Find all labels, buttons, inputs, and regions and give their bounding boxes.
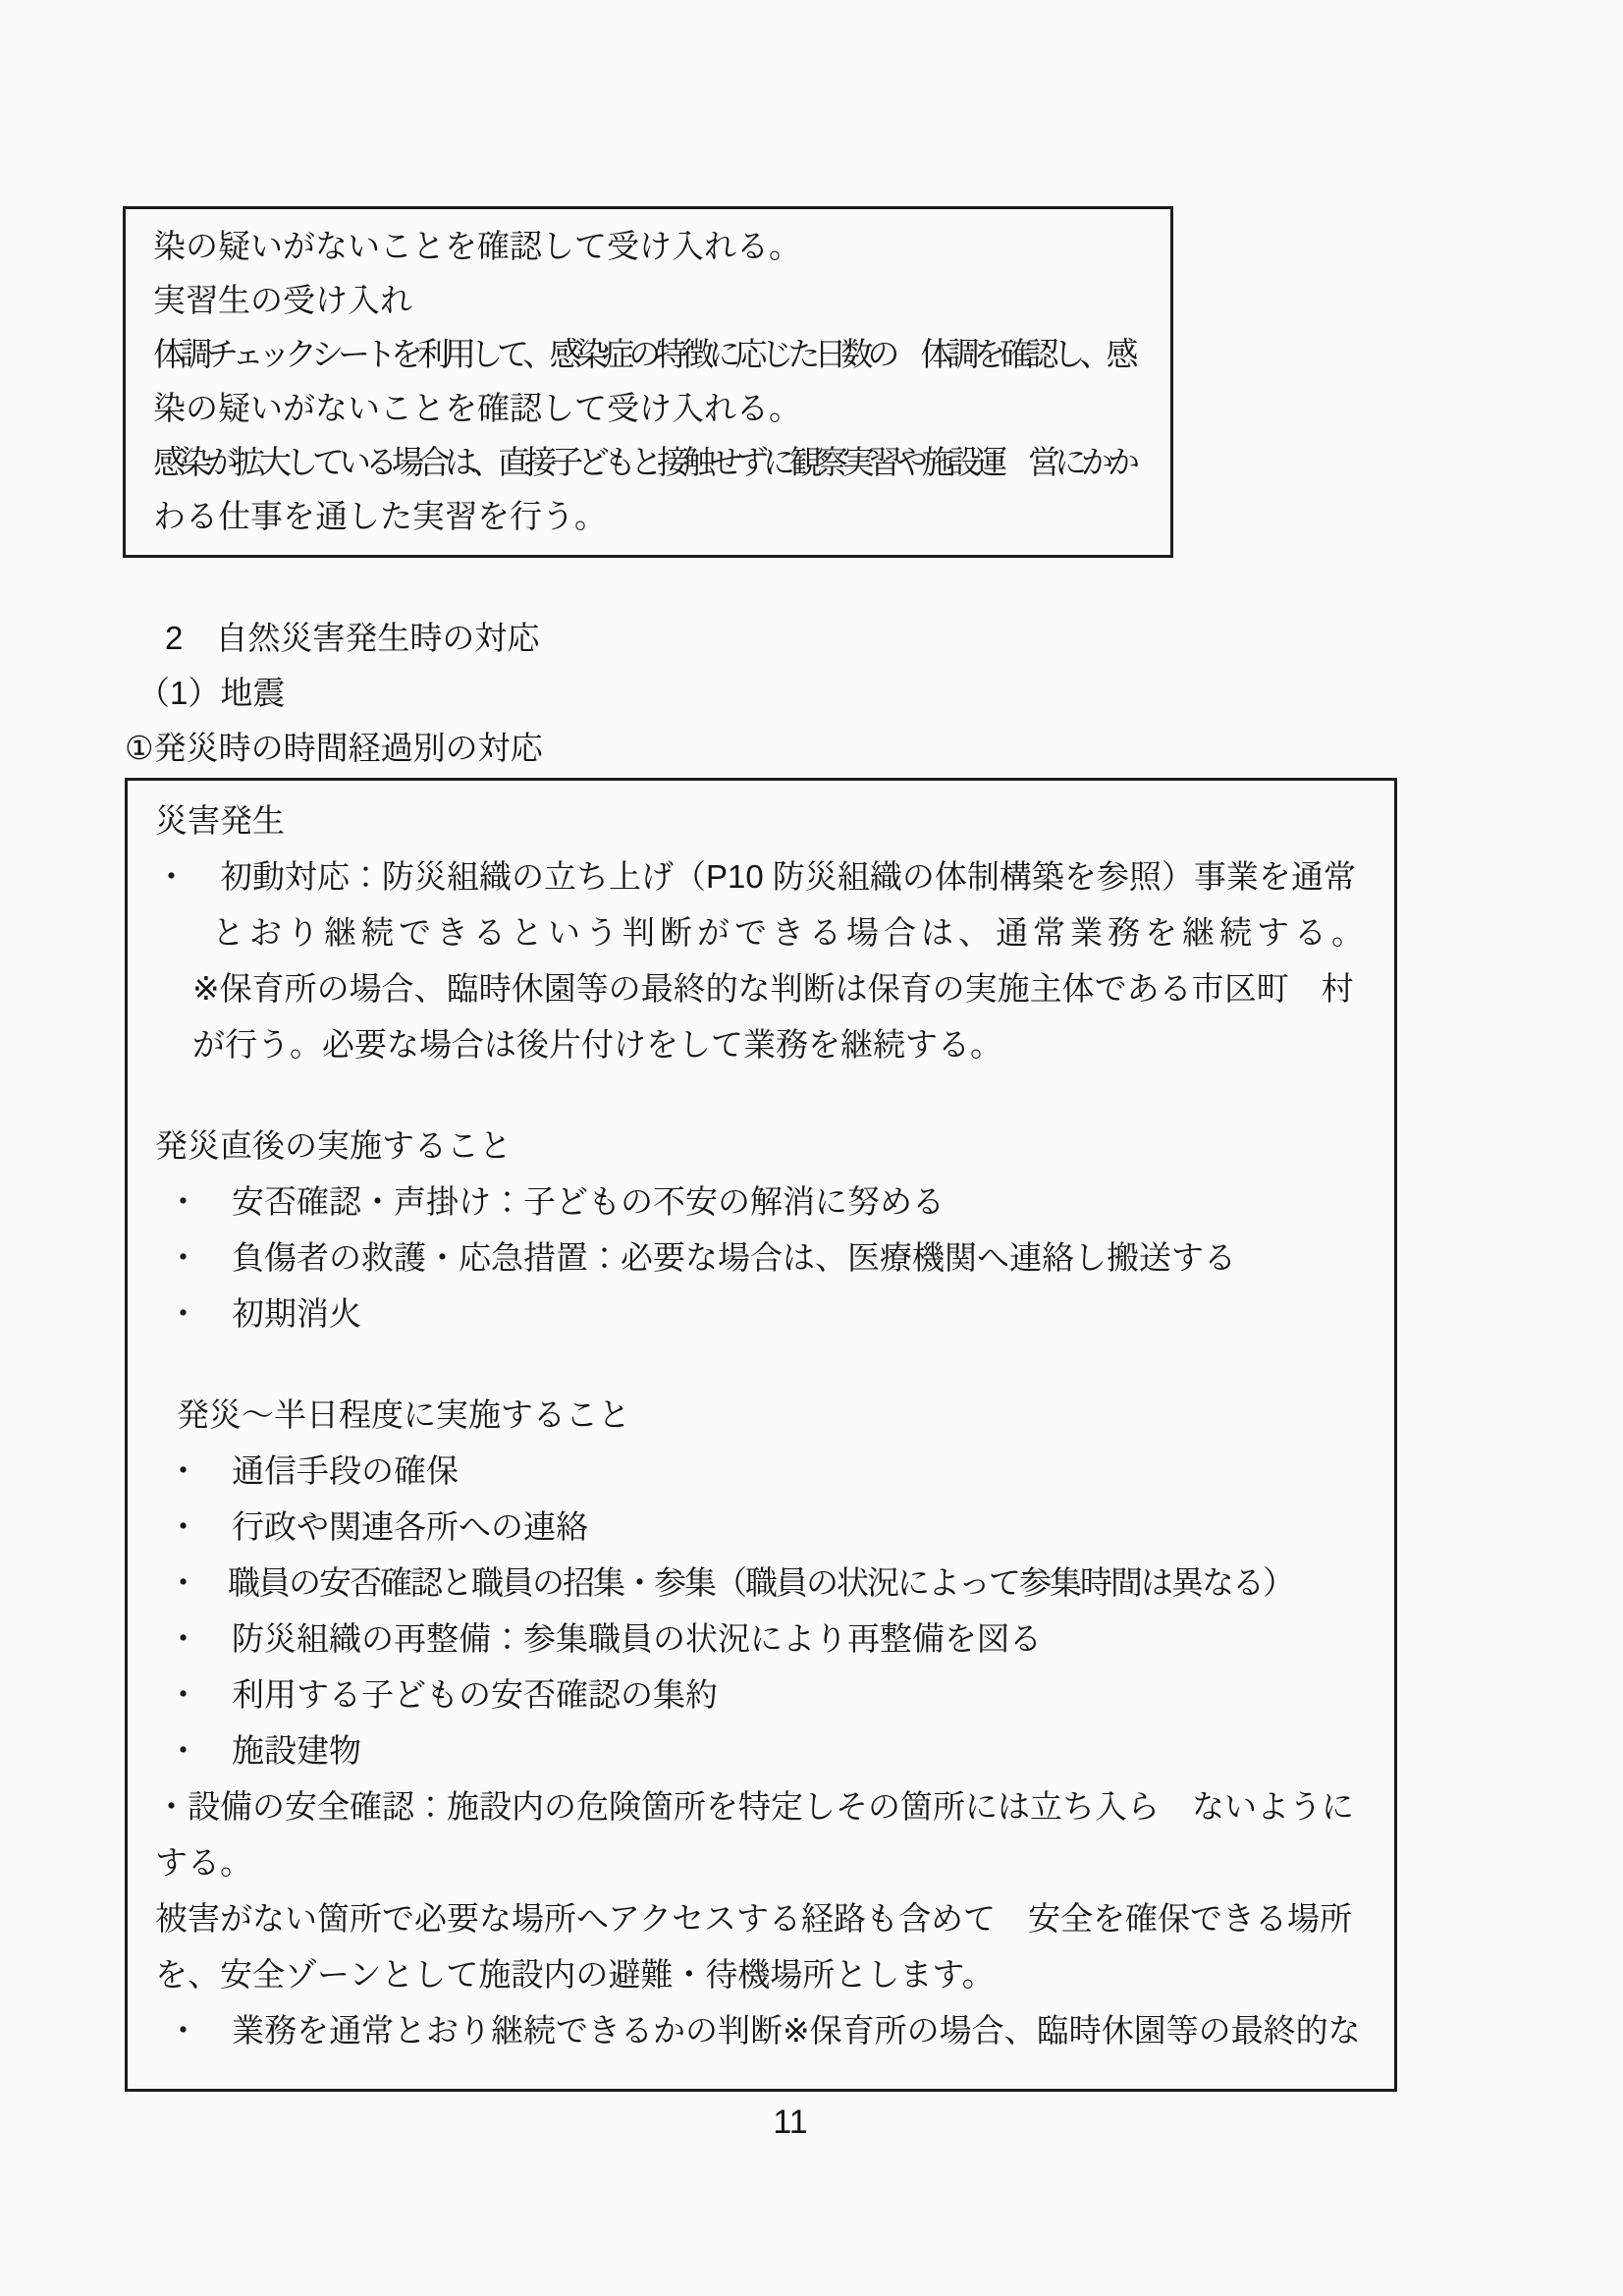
spacer <box>155 1341 1367 1387</box>
text-line: ・ 職員の安否確認と職員の招集・参集（職員の状況によって参集時間は異なる） <box>167 1564 1293 1601</box>
text-line: 感染が拡大している場合は、直接子どもと接触せずに観察実習や施設運 営にかか <box>153 444 1134 480</box>
section-heading: 2 自然災害発生時の対応 <box>165 620 540 656</box>
text-line: ・ 負傷者の救護・応急措置：必要な場合は、医療機関へ連絡し搬送する <box>167 1239 1236 1276</box>
subsection-heading: （1）地震 <box>137 675 286 711</box>
text-line: ・ 通信手段の確保 <box>167 1452 459 1489</box>
text-line: 染の疑いがないことを確認して受け入れる。 <box>153 390 801 426</box>
text-line: 発災～半日程度に実施すること <box>177 1396 630 1433</box>
text-line: わる仕事を通した実習を行う。 <box>153 498 607 534</box>
page-number: 11 <box>773 2104 808 2141</box>
spacer <box>155 1072 1367 1118</box>
text-line: ・ 防災組織の再整備：参集職員の状況により再整備を図る <box>167 1620 1042 1657</box>
text-line: とおり継続できるという判断ができる場合は、通常業務を継続する。 <box>212 914 1369 951</box>
text-line: 被害がない箇所で必要な場所へアクセスする経路も含めて 安全を確保できる場所 <box>155 1900 1353 1937</box>
trainee-intake-box <box>123 206 1173 558</box>
text-line: ・ 安否確認・声掛け：子どもの不安の解消に努める <box>167 1183 945 1220</box>
text-line: ・ 利用する子どもの安否確認の集約 <box>167 1676 718 1713</box>
text-line: ・ 施設建物 <box>167 1732 361 1769</box>
text-line: ※保育所の場合、臨時休園等の最終的な判断は保育の実施主体である市区町 村 <box>192 970 1354 1007</box>
text-line: ・ 行政や関連各所への連絡 <box>167 1508 588 1545</box>
text-line: する。 <box>155 1844 252 1881</box>
text-line: が行う。必要な場合は後片付けをして業務を継続する。 <box>192 1026 1002 1063</box>
text-line: ・設備の安全確認：施設内の危険箇所を特定しその箇所には立ち入ら ないように <box>155 1788 1354 1825</box>
earthquake-response-box <box>125 778 1397 2092</box>
text-line: ・ 初動対応：防災組織の立ち上げ（P10 防災組織の体制構築を参照）事業を通常 <box>155 858 1356 895</box>
text-line: 発災直後の実施すること <box>155 1127 512 1164</box>
text-line: 染の疑いがないことを確認して受け入れる。 <box>153 228 801 264</box>
text-line: 実習生の受け入れ <box>153 282 412 318</box>
item-heading: ①発災時の時間経過別の対応 <box>125 730 543 766</box>
text-line: ・ 業務を通常とおり継続できるかの判断※保育所の場合、臨時休園等の最終的な <box>167 2012 1361 2049</box>
text-line: 災害発生 <box>155 802 285 839</box>
text-line: ・ 初期消火 <box>167 1295 361 1332</box>
text-line: を、安全ゾーンとして施設内の避難・待機場所とします。 <box>155 1956 995 1993</box>
text-line: 体調チェックシートを利用して、感染症の特徴に応じた日数の 体調を確認し、感 <box>153 336 1133 372</box>
